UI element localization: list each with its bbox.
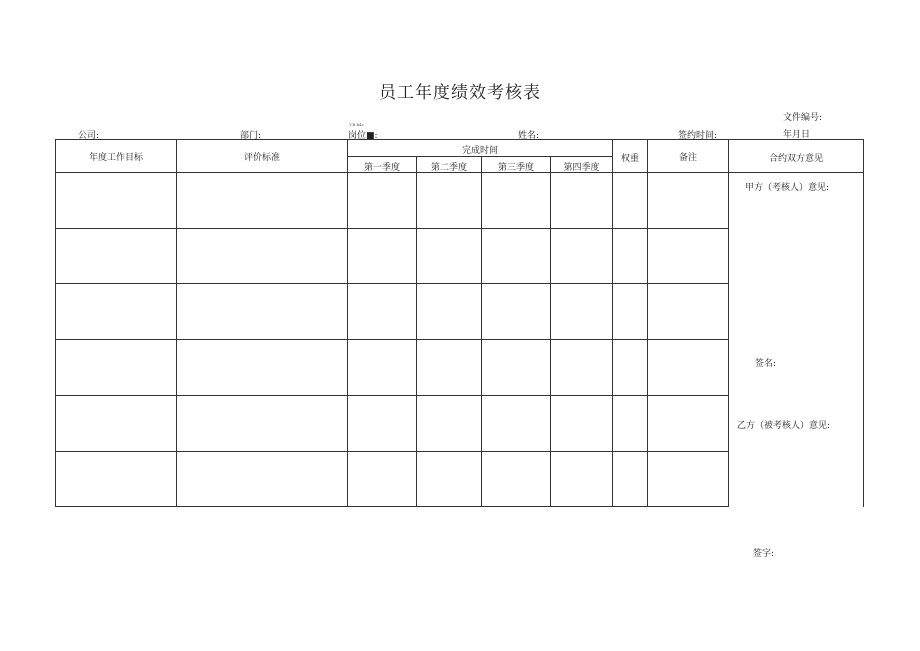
party-b-opinion-label: 乙方（被考核人）意见: bbox=[737, 421, 831, 431]
name-label: 姓名: bbox=[518, 131, 540, 141]
document-title: 员工年度绩效考核表 bbox=[379, 83, 541, 103]
party-a-sign-label: 签名: bbox=[755, 359, 777, 369]
department-label: 部门: bbox=[240, 131, 262, 141]
position-label: 岗位■: bbox=[348, 131, 378, 141]
header-remark: 备注 bbox=[678, 153, 697, 163]
date-label: 年月日 bbox=[783, 130, 811, 140]
position-note: Y.B.k4s bbox=[349, 122, 364, 127]
header-weight: 权重 bbox=[620, 154, 639, 164]
sign-time-label: 签约时间: bbox=[678, 131, 718, 141]
party-a-opinion-label: 甲方（考核人）意见: bbox=[745, 183, 830, 193]
header-opinions: 合约双方意见 bbox=[768, 154, 823, 164]
header-completion-time: 完成时间 bbox=[461, 146, 498, 156]
signature-label: 签字: bbox=[753, 549, 775, 559]
header-goal: 年度工作目标 bbox=[88, 153, 143, 163]
header-q3: 第三季度 bbox=[497, 163, 534, 173]
header-q4: 第四季度 bbox=[563, 163, 600, 173]
file-number-label: 文件编号: bbox=[783, 113, 823, 123]
header-q2: 第二季度 bbox=[430, 163, 467, 173]
company-label: 公司: bbox=[78, 131, 100, 141]
header-criteria: 评价标准 bbox=[243, 153, 280, 163]
header-q1: 第一季度 bbox=[363, 163, 400, 173]
